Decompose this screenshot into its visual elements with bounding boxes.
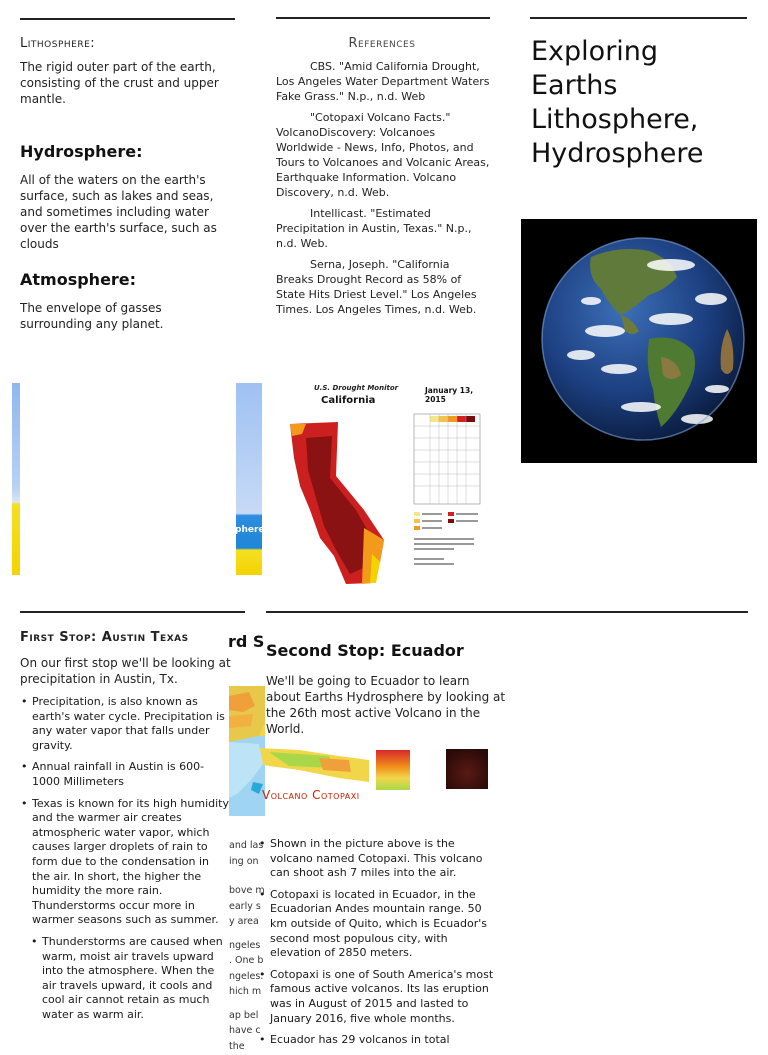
atmosphere-diagram-right-strip: [235, 383, 265, 575]
obscured-fragment: . One b: [229, 955, 264, 966]
second-stop-bullets: [270, 837, 494, 1055]
lithosphere-heading: Lithosphere:: [20, 36, 96, 51]
atmosphere-text: The envelope of gasses surrounding any planet.: [20, 301, 164, 331]
atmosphere-diagram-left-strip: [12, 383, 20, 575]
col3-top-rule: [530, 17, 747, 19]
earth-image: [521, 219, 757, 463]
hydrosphere-heading: Hydrosphere:: [20, 142, 143, 161]
first-stop-bullet: • Texas is known for its high humidity and the warmer air creates atmospheric water vapor, which causes larger droplets of rain to form due to the condensation in the air. In short, the higher the humidity the more rain. Thunderstorms occur more in warmer seasons such as summer.: [32, 797, 230, 928]
first-stop-section: [20, 630, 230, 645]
atmosphere-diagram-label: phere: [235, 525, 265, 535]
obscured-fragment: have c: [229, 1025, 261, 1036]
earth-globe-illustration: [521, 219, 757, 463]
col1-top-rule: [20, 18, 235, 20]
obscured-text-fragments: [229, 838, 269, 1054]
drought-map-state: California: [321, 395, 376, 406]
references-heading: References: [348, 36, 416, 51]
bottom-left-rule: [20, 611, 245, 613]
second-stop-intro: We'll be going to Ecuador to learn about Earths Hydrosphere by looking at the 26th most active Volcano in the World.: [266, 674, 506, 736]
drought-map-image: [276, 378, 488, 585]
second-stop-bullet: • Cotopaxi is located in Ecuador, in the Ecuadorian Andes mountain range. 50 km outside of Quito, which is Ecuador's second most populous city, with elevation of 2850 meters.: [270, 888, 494, 961]
references-list: [276, 59, 490, 323]
obscured-fragment: early s: [229, 900, 261, 912]
obscured-fragment: ap bel: [229, 1009, 259, 1021]
atmosphere-heading: Atmosphere:: [20, 270, 137, 289]
obscured-fragment: y area: [229, 916, 259, 927]
obscured-fragment: hich m: [229, 986, 262, 997]
col2-top-rule: [276, 17, 490, 19]
first-stop-bullets: [20, 695, 230, 1027]
reference-item: Serna, Joseph. "California Breaks Drought Record as 58% of State Hits Driest Level." Los Angeles Times. Los Angeles Times, n.d. Web.: [276, 258, 477, 316]
second-stop-bullet: • Ecuador has 29 volcanos in total: [270, 1033, 494, 1048]
obscured-fragment: ngeles.: [229, 970, 264, 982]
obscured-fragment: and las: [229, 840, 264, 851]
reference-item: "Cotopaxi Volcano Facts." VolcanoDiscovery: Volcanoes Worldwide - News, Info, Photos, and Tours to Volcanoes and Volcanic Areas, Earthquake Information. Volcano Discovery, n.d. Web.: [276, 111, 490, 199]
obscured-fragment: ing on: [229, 855, 259, 867]
obscured-fragment: bove m: [229, 885, 265, 896]
lithosphere-text: The rigid outer part of the earth, consisting of the crust and upper mantle.: [20, 60, 219, 106]
california-drought-map: [276, 378, 488, 585]
reference-item: Intellicast. "Estimated Precipitation in Austin, Texas." N.p., n.d. Web.: [276, 207, 472, 250]
first-stop-intro: On our first stop we'll be looking at precipitation in Austin, Tx.: [20, 656, 231, 686]
obscured-fragment: the: [229, 1040, 245, 1052]
second-stop-bullet: • Shown in the picture above is the volcano named Cotopaxi. This volcano can shoot ash 7 miles into the air.: [270, 837, 494, 881]
reference-item: CBS. "Amid California Drought, Los Angeles Water Department Waters Fake Grass." N.p., n.d. Web: [276, 60, 490, 103]
third-stop-heading-fragment: rd S: [228, 632, 265, 651]
first-stop-bullet: • Annual rainfall in Austin is 600-1000 Millimeters: [32, 760, 230, 789]
cotopaxi-image: [446, 749, 488, 789]
hydrosphere-text: All of the waters on the earth's surface, such as lakes and seas, and sometimes including water over the earth's surface, such as clouds: [20, 173, 217, 251]
map-legend-fragment: [376, 750, 410, 790]
first-stop-heading: First Stop: Austin Texas: [20, 630, 189, 645]
first-stop-sub-bullet: • Thunderstorms are caused when warm, moist air travels upward into the atmosphere. When the air travels upward, it cools and cool air cannot retain as much water as warm air.: [42, 935, 230, 1023]
first-stop-bullet: • Precipitation, is also known as earth's water cycle. Precipitation is any water vapor that falls under gravity.: [32, 695, 230, 753]
cotopaxi-caption: Volcano Cotopaxi: [262, 788, 360, 802]
bottom-right-rule: [266, 611, 748, 613]
drought-map-source: U.S. Drought Monitor: [314, 384, 399, 392]
drought-map-date: January 13, 2015: [425, 386, 474, 404]
second-stop-heading: Second Stop: Ecuador: [266, 641, 464, 660]
brochure-title: Exploring Earths Lithosphere, Hydrosphere: [531, 36, 704, 169]
obscured-fragment: ngeles: [229, 939, 261, 951]
second-stop-bullet: • Cotopaxi is one of South America's most famous active volcanos. Its las eruption was in August of 2015 and lasted to January 2016, five whole months.: [270, 968, 494, 1026]
